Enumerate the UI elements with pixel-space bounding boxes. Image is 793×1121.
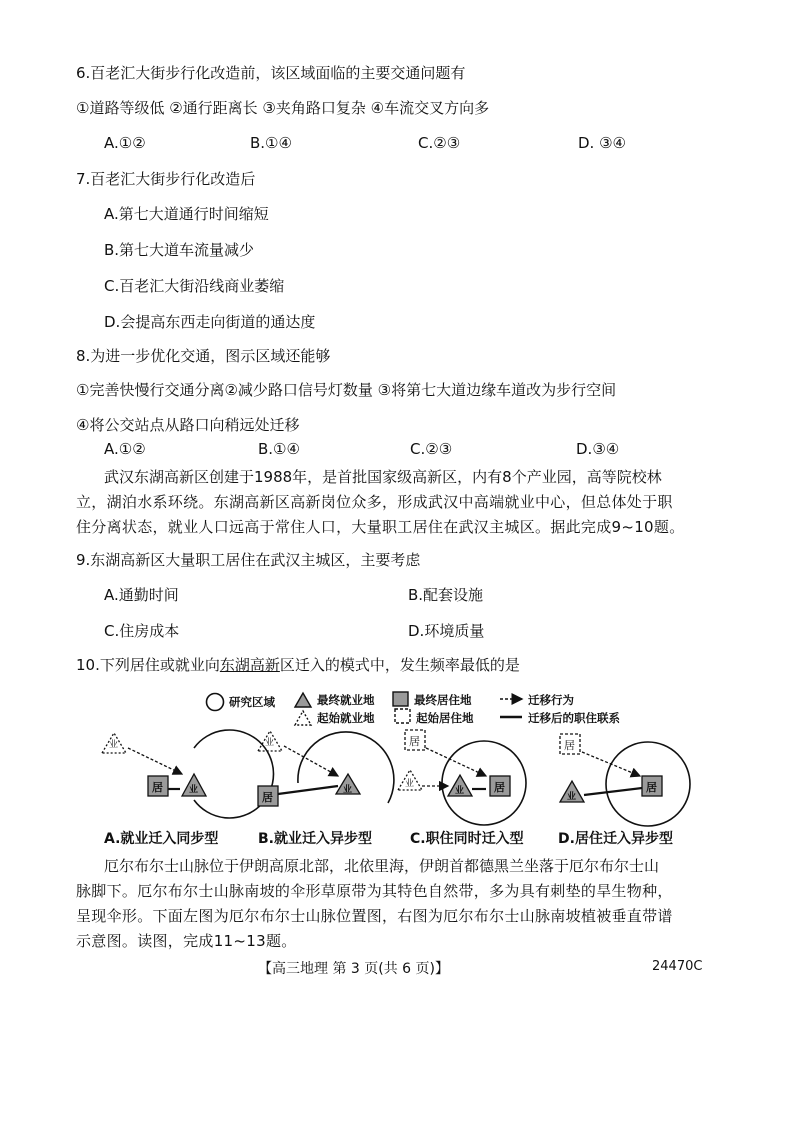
- passage2-line-4: 示意图。读图，完成11~13题。: [76, 932, 297, 950]
- legend-final-home-icon: [393, 692, 408, 706]
- panel-b-caption: B.就业迁入异步型: [258, 831, 372, 847]
- legend-area-label: 研究区域: [229, 695, 275, 709]
- q7-option-b: B.第七大道车流量减少: [104, 241, 255, 259]
- legend-link-label: 迁移后的职住联系: [528, 711, 620, 725]
- q8-choice-d: D.③④: [576, 440, 620, 458]
- q9-stem: 9.东湖高新区大量职工居住在武汉主城区，主要考虑: [76, 551, 421, 569]
- passage2-line-3: 呈现伞形。下面左图为厄尔布尔士山脉位置图，右图为厄尔布尔士山脉南坡植被垂直带谱: [76, 907, 673, 925]
- page-footer: 【高三地理 第 3 页(共 6 页)】: [258, 961, 449, 977]
- panel-b-move-arrow: [284, 746, 338, 776]
- legend-final-job-label: 最终就业地: [317, 693, 375, 707]
- legend-final-job-icon: [295, 693, 311, 707]
- panel-d-start-home-char: 居: [564, 739, 575, 752]
- q6-choice-b: B.①④: [250, 134, 292, 152]
- q8-items-2: ④将公交站点从路口向稍远处迁移: [76, 416, 300, 434]
- q9-choice-d: D.环境质量: [408, 622, 485, 640]
- q9-choice-a: A.通勤时间: [104, 586, 179, 604]
- exam-code: 24470C: [652, 959, 703, 974]
- migration-diagram: [98, 678, 698, 848]
- legend-start-job-label: 起始就业地: [317, 711, 375, 725]
- q9-choice-c: C.住房成本: [104, 622, 180, 640]
- panel-c-home-char: 居: [494, 781, 505, 794]
- panel-d-caption: D.居住迁入异步型: [558, 831, 673, 847]
- q10-stem: [76, 654, 520, 675]
- passage1-line-2: 立，湖泊水系环绕。东湖高新区高新岗位众多，形成武汉中高端就业中心，但总体处于职: [76, 493, 673, 511]
- q8-choice-b: B.①④: [258, 440, 300, 458]
- legend-start-home-label: 起始居住地: [416, 711, 474, 725]
- panel-b-home-char: 居: [262, 791, 273, 804]
- q6-choice-c: C.②③: [418, 134, 461, 152]
- legend-start-home-icon: [395, 709, 410, 723]
- q8-items-1: ①完善快慢行交通分离②减少路口信号灯数量 ③将第七大道边缘车道改为步行空间: [76, 381, 617, 399]
- panel-a-home-char: 居: [152, 781, 163, 794]
- q10-stem-underlined: 东湖高新: [219, 656, 280, 674]
- q8-choice-a: A.①②: [104, 440, 146, 458]
- passage1-line-3: 住分离状态，就业人口远高于常住人口，大量职工居住在武汉主城区。据此完成9~10题。: [76, 518, 685, 536]
- q7-stem: 7.百老汇大街步行化改造后: [76, 170, 256, 188]
- panel-b-job-char: 业: [343, 785, 353, 795]
- panel-a-caption: A.就业迁入同步型: [104, 831, 219, 847]
- panel-a-move-arrow: [128, 748, 182, 774]
- legend-final-home-label: 最终居住地: [414, 693, 472, 707]
- panel-a-job-char: 业: [189, 785, 199, 795]
- panel-d-link-line: [584, 788, 642, 795]
- panel-b-start-job-char: 业: [265, 738, 275, 748]
- passage2-line-1: 厄尔布尔士山脉位于伊朗高原北部，北依里海，伊朗首都德黑兰坐落于厄尔布尔士山: [104, 857, 660, 875]
- q7-option-d: D.会提高东西走向街道的通达度: [104, 313, 316, 331]
- q7-option-c: C.百老汇大街沿线商业萎缩: [104, 277, 285, 295]
- q8-stem: 8.为进一步优化交通，图示区域还能够: [76, 347, 331, 365]
- panel-d-job-char: 业: [567, 792, 577, 802]
- panel-c-start-home-char: 居: [409, 735, 420, 748]
- diagram-svg: [98, 678, 698, 848]
- panel-a-start-job-char: 业: [109, 740, 119, 750]
- q7-option-a: A.第七大道通行时间缩短: [104, 205, 269, 223]
- q6-stem: 6.百老汇大街步行化改造前，该区域面临的主要交通问题有: [76, 64, 466, 82]
- legend-move-label: 迁移行为: [528, 693, 574, 707]
- q6-items: ①道路等级低 ②通行距离长 ③夹角路口复杂 ④车流交叉方向多: [76, 99, 490, 117]
- legend-area-icon: [207, 694, 224, 711]
- passage2-line-2: 脉脚下。厄尔布尔士山脉南坡的伞形草原带为其特色自然带，多为具有刺垫的旱生物种，: [76, 882, 673, 900]
- q10-stem-post: 区迁入的模式中，发生频率最低的是: [279, 656, 520, 674]
- q9-choice-b: B.配套设施: [408, 586, 484, 604]
- panel-d-move-arrow: [582, 752, 640, 776]
- panel-c-caption: C.职住同时迁入型: [410, 831, 524, 847]
- q6-choice-a: A.①②: [104, 134, 146, 152]
- q6-choice-d: D. ③④: [578, 134, 626, 152]
- legend-start-job-icon: [295, 711, 311, 725]
- panel-b-link-line: [278, 786, 338, 794]
- panel-c-job-char: 业: [455, 786, 465, 796]
- panel-d-home-char: 居: [646, 781, 657, 794]
- panel-c-start-job-char: 业: [405, 779, 415, 789]
- passage1-line-1: 武汉东湖高新区创建于1988年，是首批国家级高新区，内有8个产业园，高等院校林: [104, 468, 662, 486]
- q8-choice-c: C.②③: [410, 440, 453, 458]
- q10-stem-pre: 10.下列居住或就业向: [76, 656, 220, 674]
